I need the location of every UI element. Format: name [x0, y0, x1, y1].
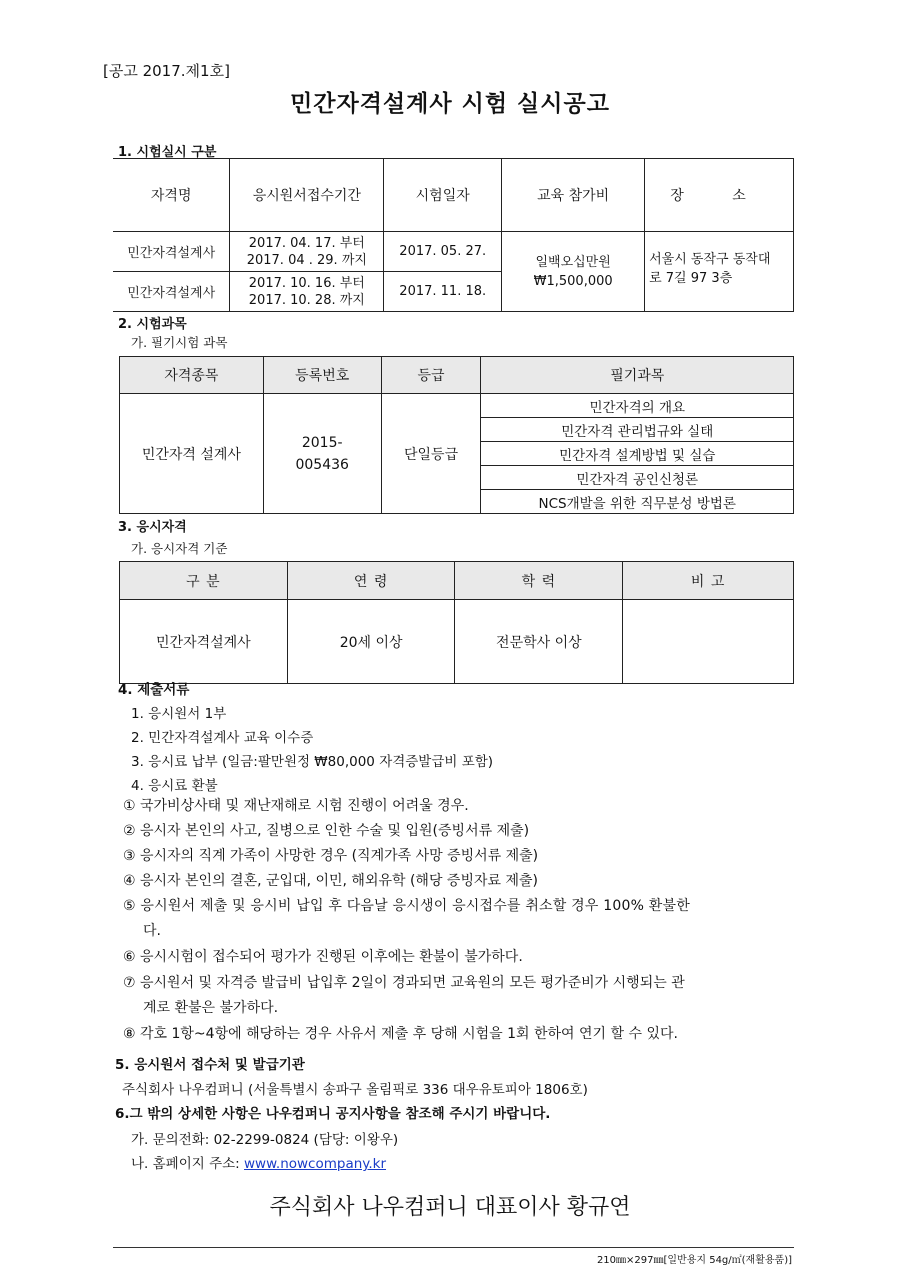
- subjects-table: [119, 356, 794, 514]
- row2-name: 민간자격설계사: [113, 272, 230, 312]
- subject-item: 민간자격 공인신청론: [481, 466, 794, 490]
- eligibility-category: 민간자격설계사: [120, 600, 288, 684]
- col-grade: 등급: [381, 357, 481, 394]
- col-reg-no: 등록번호: [263, 357, 381, 394]
- row2-exam-date: 2017. 11. 18.: [384, 272, 502, 312]
- section3-heading: 3. 응시자격: [118, 520, 187, 535]
- col-period: 응시원서접수기간: [230, 159, 384, 232]
- row1-exam-date: 2017. 05. 27.: [384, 232, 502, 272]
- paper-spec: 210㎜×297㎜[일반용지 54g/㎡(재활용품)]: [596, 1255, 792, 1266]
- refund-item-cont: 계로 환불은 불가하다.: [143, 1000, 279, 1016]
- signature: 주식회사 나우컴퍼니 대표이사 황규연: [269, 1195, 631, 1220]
- refund-item: ⑦ 응시원서 및 자격증 발급비 납입후 2일이 경과되면 교육원의 모든 평가준비가 시행되는 관: [123, 975, 685, 991]
- col-qualification: 자격명: [113, 159, 230, 232]
- registration-number: 2015- 005436: [263, 394, 381, 514]
- eligibility-age: 20세 이상: [287, 600, 455, 684]
- homepage-link[interactable]: www.nowcompany.kr: [244, 1156, 387, 1172]
- section4-heading: 4. 제출서류: [118, 682, 190, 698]
- section2-heading: 2. 시험과목: [118, 317, 187, 332]
- section5-heading: 5. 응시원서 접수처 및 발급기관: [115, 1057, 305, 1073]
- section2-sub: 가. 필기시험 과목: [131, 335, 228, 350]
- place-cell: 서울시 동작구 동작대 로 7길 97 3층: [645, 232, 794, 312]
- refund-item-cont: 다.: [143, 923, 161, 939]
- eligibility-note: [623, 600, 794, 684]
- refund-item: ④ 응시자 본인의 결혼, 군입대, 이민, 해외유학 (해당 증빙자료 제출): [123, 873, 538, 889]
- fee-cell: 일백오십만원 ₩1,500,000: [502, 232, 645, 312]
- page-title: 민간자격설계사 시험 실시공고: [290, 91, 610, 117]
- col-written-subjects: 필기과목: [481, 357, 794, 394]
- section3-sub: 가. 응시자격 기준: [131, 541, 228, 556]
- doc-item: 3. 응시료 납부 (일금:팔만원정 ₩80,000 자격증발급비 포함): [131, 754, 494, 770]
- footer-divider: [113, 1247, 794, 1248]
- row1-name: 민간자격설계사: [113, 232, 230, 272]
- subject-item: NCS개발을 위한 직무분성 방법론: [481, 490, 794, 514]
- section5-text: 주식회사 나우컴퍼니 (서울특별시 송파구 올림픽로 336 대우유토피아 1806호): [122, 1082, 588, 1098]
- doc-item: 2. 민간자격설계사 교육 이수증: [131, 730, 314, 746]
- refund-item: ⑤ 응시원서 제출 및 응시비 납입 후 다음날 응시생이 응시접수를 취소할 경우 100% 환불한: [123, 898, 690, 914]
- col-age: 연 령: [287, 562, 455, 600]
- section1-heading: 1. 시험실시 구분: [118, 145, 217, 160]
- eligibility-education: 전문학사 이상: [455, 600, 623, 684]
- row2-period: 2017. 10. 16. 부터 2017. 10. 28. 까지: [230, 272, 384, 312]
- refund-item: ② 응시자 본인의 사고, 질병으로 인한 수술 및 입원(증빙서류 제출): [123, 823, 530, 839]
- subject-item: 민간자격 설계방법 및 실습: [481, 442, 794, 466]
- grade: 단일등급: [381, 394, 481, 514]
- refund-item: ⑥ 응시시험이 접수되어 평가가 진행된 이후에는 환불이 불가하다.: [123, 949, 523, 965]
- col-qual-type: 자격종목: [120, 357, 264, 394]
- eligibility-table: [119, 561, 794, 684]
- qualification-name: 민간자격 설계사: [120, 394, 264, 514]
- doc-item: 4. 응시료 환불: [131, 778, 218, 794]
- exam-schedule-table: [113, 158, 794, 312]
- col-note: 비 고: [623, 562, 794, 600]
- notice-number: [공고 2017.제1호]: [103, 62, 230, 80]
- subject-item: 민간자격의 개요: [481, 394, 794, 418]
- col-place: 장 소: [645, 159, 794, 232]
- doc-item: 1. 응시원서 1부: [131, 706, 227, 722]
- section6-heading: 6.그 밖의 상세한 사항은 나우컴퍼니 공지사항을 참조해 주시기 바랍니다.: [115, 1106, 551, 1122]
- homepage-label: 나. 홈페이지 주소:: [131, 1156, 245, 1172]
- row1-period: 2017. 04. 17. 부터 2017. 04 . 29. 까지: [230, 232, 384, 272]
- subject-item: 민간자격 관리법규와 실태: [481, 418, 794, 442]
- col-education: 학 력: [455, 562, 623, 600]
- contact-phone: 가. 문의전화: 02-2299-0824 (담당: 이왕우): [131, 1132, 399, 1148]
- refund-item: ③ 응시자의 직계 가족이 사망한 경우 (직계가족 사망 증빙서류 제출): [123, 848, 539, 864]
- refund-item: ① 국가비상사태 및 재난재해로 시험 진행이 어려울 경우.: [123, 798, 469, 814]
- homepage-line: [131, 1152, 386, 1172]
- col-category: 구 분: [120, 562, 288, 600]
- col-fee: 교육 참가비: [502, 159, 645, 232]
- refund-item: ⑧ 각호 1항~4항에 해당하는 경우 사유서 제출 후 당해 시험을 1회 한하여 연기 할 수 있다.: [123, 1026, 678, 1042]
- col-exam-date: 시험일자: [384, 159, 502, 232]
